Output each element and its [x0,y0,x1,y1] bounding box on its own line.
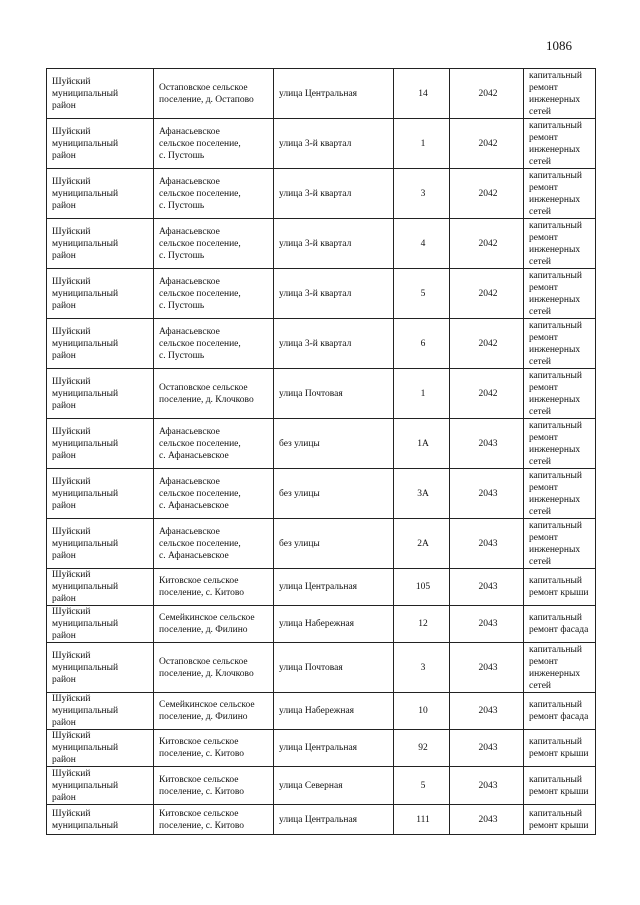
work-type-cell: капитальный ремонт инженерных сетей [524,419,596,469]
table-row [47,469,596,519]
year-cell: 2042 [450,369,524,419]
street-cell: улица 3-й квартал [274,169,394,219]
street-cell: улица 3-й квартал [274,269,394,319]
settlement-cell: Афанасьевское сельское поселение, с. Афанасьевское [154,469,274,519]
table-row [47,119,596,169]
work-type-cell: капитальный ремонт инженерных сетей [524,169,596,219]
work-type-cell: капитальный ремонт крыши [524,805,596,835]
district-cell: Шуйский муниципальный район [47,169,154,219]
district-cell: Шуйский муниципальный район [47,219,154,269]
table-row [47,269,596,319]
settlement-cell: Афанасьевское сельское поселение, с. Пустошь [154,119,274,169]
work-type-cell: капитальный ремонт инженерных сетей [524,369,596,419]
district-cell: Шуйский муниципальный район [47,269,154,319]
table-row [47,643,596,693]
house-number-cell: 92 [394,730,450,767]
district-cell: Шуйский муниципальный район [47,469,154,519]
work-type-cell: капитальный ремонт инженерных сетей [524,319,596,369]
year-cell: 2042 [450,169,524,219]
street-cell: улица Центральная [274,569,394,606]
street-cell: улица 3-й квартал [274,319,394,369]
year-cell: 2043 [450,730,524,767]
table-row [47,606,596,643]
house-number-cell: 2А [394,519,450,569]
house-number-cell: 4 [394,219,450,269]
work-type-cell: капитальный ремонт инженерных сетей [524,469,596,519]
settlement-cell: Афанасьевское сельское поселение, с. Пустошь [154,169,274,219]
street-cell: без улицы [274,469,394,519]
work-type-cell: капитальный ремонт фасада [524,606,596,643]
street-cell: улица 3-й квартал [274,219,394,269]
street-cell: улица Почтовая [274,643,394,693]
year-cell: 2043 [450,805,524,835]
district-cell: Шуйский муниципальный район [47,693,154,730]
table-row [47,319,596,369]
settlement-cell: Семейкинское сельское поселение, д. Филино [154,606,274,643]
settlement-cell: Афанасьевское сельское поселение, с. Пустошь [154,219,274,269]
work-type-cell: капитальный ремонт инженерных сетей [524,519,596,569]
street-cell: без улицы [274,419,394,469]
year-cell: 2043 [450,767,524,805]
street-cell: без улицы [274,519,394,569]
house-number-cell: 12 [394,606,450,643]
table-row [47,69,596,119]
district-cell: Шуйский муниципальный район [47,767,154,805]
year-cell: 2043 [450,606,524,643]
house-number-cell: 3 [394,643,450,693]
table-row [47,805,596,835]
house-number-cell: 14 [394,69,450,119]
year-cell: 2043 [450,569,524,606]
street-cell: улица Центральная [274,730,394,767]
house-number-cell: 111 [394,805,450,835]
district-cell: Шуйский муниципальный район [47,119,154,169]
table-row [47,219,596,269]
house-number-cell: 1 [394,119,450,169]
house-number-cell: 3А [394,469,450,519]
district-cell: Шуйский муниципальный район [47,519,154,569]
settlement-cell: Семейкинское сельское поселение, д. Филино [154,693,274,730]
work-type-cell: капитальный ремонт инженерных сетей [524,269,596,319]
year-cell: 2043 [450,519,524,569]
settlement-cell: Афанасьевское сельское поселение, с. Пустошь [154,269,274,319]
house-number-cell: 5 [394,767,450,805]
settlement-cell: Остаповское сельское поселение, д. Клочково [154,369,274,419]
street-cell: улица Центральная [274,805,394,835]
street-cell: улица Почтовая [274,369,394,419]
table-row [47,730,596,767]
work-type-cell: капитальный ремонт фасада [524,693,596,730]
street-cell: улица 3-й квартал [274,119,394,169]
settlement-cell: Китовское сельское поселение, с. Китово [154,805,274,835]
settlement-cell: Афанасьевское сельское поселение, с. Афанасьевское [154,419,274,469]
page-number: 1086 [546,38,572,53]
district-cell: Шуйский муниципальный район [47,730,154,767]
year-cell: 2043 [450,469,524,519]
work-type-cell: капитальный ремонт инженерных сетей [524,643,596,693]
table-row [47,693,596,730]
district-cell: Шуйский муниципальный район [47,369,154,419]
work-type-cell: капитальный ремонт крыши [524,569,596,606]
house-number-cell: 5 [394,269,450,319]
district-cell: Шуйский муниципальный район [47,419,154,469]
work-type-cell: капитальный ремонт крыши [524,767,596,805]
house-number-cell: 1А [394,419,450,469]
housing-repair-table [46,68,596,835]
settlement-cell: Афанасьевское сельское поселение, с. Афанасьевское [154,519,274,569]
street-cell: улица Центральная [274,69,394,119]
settlement-cell: Остаповское сельское поселение, д. Клочково [154,643,274,693]
settlement-cell: Афанасьевское сельское поселение, с. Пустошь [154,319,274,369]
year-cell: 2043 [450,419,524,469]
table-body [47,69,596,835]
settlement-cell: Китовское сельское поселение, с. Китово [154,730,274,767]
work-type-cell: капитальный ремонт крыши [524,730,596,767]
year-cell: 2043 [450,693,524,730]
house-number-cell: 1 [394,369,450,419]
street-cell: улица Набережная [274,693,394,730]
district-cell: Шуйский муниципальный район [47,69,154,119]
street-cell: улица Северная [274,767,394,805]
year-cell: 2043 [450,643,524,693]
house-number-cell: 105 [394,569,450,606]
year-cell: 2042 [450,319,524,369]
district-cell: Шуйский муниципальный район [47,319,154,369]
settlement-cell: Остаповское сельское поселение, д. Остапово [154,69,274,119]
work-type-cell: капитальный ремонт инженерных сетей [524,69,596,119]
settlement-cell: Китовское сельское поселение, с. Китово [154,569,274,606]
table-row [47,569,596,606]
district-cell: Шуйский муниципальный район [47,643,154,693]
table-row [47,767,596,805]
year-cell: 2042 [450,119,524,169]
work-type-cell: капитальный ремонт инженерных сетей [524,119,596,169]
table-row [47,169,596,219]
year-cell: 2042 [450,219,524,269]
year-cell: 2042 [450,269,524,319]
work-type-cell: капитальный ремонт инженерных сетей [524,219,596,269]
house-number-cell: 6 [394,319,450,369]
year-cell: 2042 [450,69,524,119]
table-row [47,369,596,419]
street-cell: улица Набережная [274,606,394,643]
table-row [47,419,596,469]
table-row [47,519,596,569]
district-cell: Шуйский муниципальный район [47,606,154,643]
district-cell: Шуйский муниципальный район [47,569,154,606]
district-cell: Шуйский муниципальный [47,805,154,835]
settlement-cell: Китовское сельское поселение, с. Китово [154,767,274,805]
house-number-cell: 3 [394,169,450,219]
house-number-cell: 10 [394,693,450,730]
